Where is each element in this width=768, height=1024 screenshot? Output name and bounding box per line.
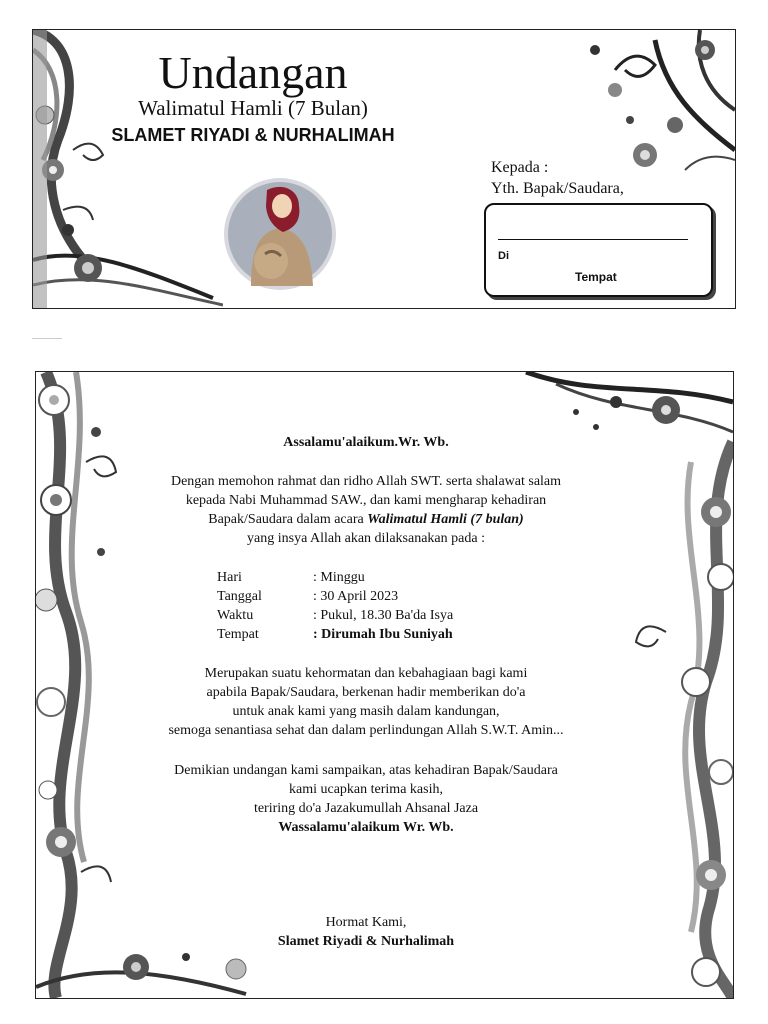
- detail-label: Tanggal: [217, 589, 262, 604]
- detail-row: [217, 568, 453, 587]
- text-line: kepada Nabi Muhammad SAW., dan kami mengharap kehadiran: [185, 493, 547, 508]
- signature-names: Slamet Riyadi & Nurhalimah: [277, 934, 455, 949]
- text-line: Dengan memohon rahmat dan ridho Allah SWT. serta shalawat salam: [170, 474, 562, 489]
- divider: [32, 338, 62, 339]
- event-details: [217, 568, 453, 644]
- detail-row: [217, 625, 453, 644]
- opening-paragraph: [136, 472, 596, 548]
- host-names-heading: SLAMET RIYADI & NURHALIMAH: [111, 125, 395, 145]
- text-line: teriring do'a Jazakumullah Ahsanal Jaza: [253, 801, 479, 816]
- invitation-cover-card: [32, 29, 736, 309]
- pregnant-woman-illustration: [221, 176, 339, 292]
- detail-label: Tempat: [217, 627, 259, 642]
- detail-value: : Pukul, 18.30 Ba'da Isya: [313, 608, 454, 623]
- closing-paragraph: [136, 761, 596, 837]
- recipient-name-line: [498, 239, 688, 240]
- text-line: apabila Bapak/Saudara, berkenan hadir memberikan do'a: [206, 685, 526, 700]
- recipient-line: Yth. Bapak/Saudara,: [491, 180, 624, 197]
- closing-greeting: Wassalamu'alaikum Wr. Wb.: [278, 820, 454, 835]
- hope-paragraph: [136, 664, 596, 740]
- address-box: [484, 203, 713, 297]
- text-line: yang insya Allah akan dilaksanakan pada :: [247, 531, 485, 546]
- address-header: [491, 157, 624, 199]
- opening-greeting: Assalamu'alaikum.Wr. Wb.: [283, 435, 449, 450]
- text-line: untuk anak kami yang masih dalam kandungan,: [232, 704, 500, 719]
- place-label: Tempat: [575, 270, 617, 284]
- text-line: kami ucapkan terima kasih,: [289, 782, 443, 797]
- detail-label: Hari: [217, 570, 242, 585]
- text-line: [136, 510, 596, 529]
- detail-value: : 30 April 2023: [313, 589, 399, 604]
- regards-text: Hormat Kami,: [325, 915, 407, 930]
- detail-row: [217, 587, 453, 606]
- event-name: Walimatul Hamli (7 bulan): [367, 512, 524, 527]
- detail-value: : Dirumah Ibu Suniyah: [313, 627, 453, 642]
- text-line: Merupakan suatu kehormatan dan kebahagiaan bagi kami: [204, 666, 528, 681]
- text-segment: Bapak/Saudara dalam acara: [208, 512, 368, 527]
- di-label: Di: [498, 250, 509, 262]
- invitation-letter-card: [35, 371, 734, 999]
- detail-label: Waktu: [217, 608, 254, 623]
- event-subtitle: Walimatul Hamli (7 Bulan): [138, 96, 368, 120]
- text-line: semoga senantiasa sehat dan dalam perlindungan Allah S.W.T. Amin...: [168, 723, 564, 738]
- text-line: Demikian undangan kami sampaikan, atas kehadiran Bapak/Saudara: [174, 763, 558, 778]
- invitation-title: Undangan: [158, 47, 348, 98]
- detail-row: [217, 606, 453, 625]
- detail-value: : Minggu: [313, 570, 365, 585]
- signature-block: [136, 913, 596, 951]
- to-label: Kepada :: [491, 159, 549, 176]
